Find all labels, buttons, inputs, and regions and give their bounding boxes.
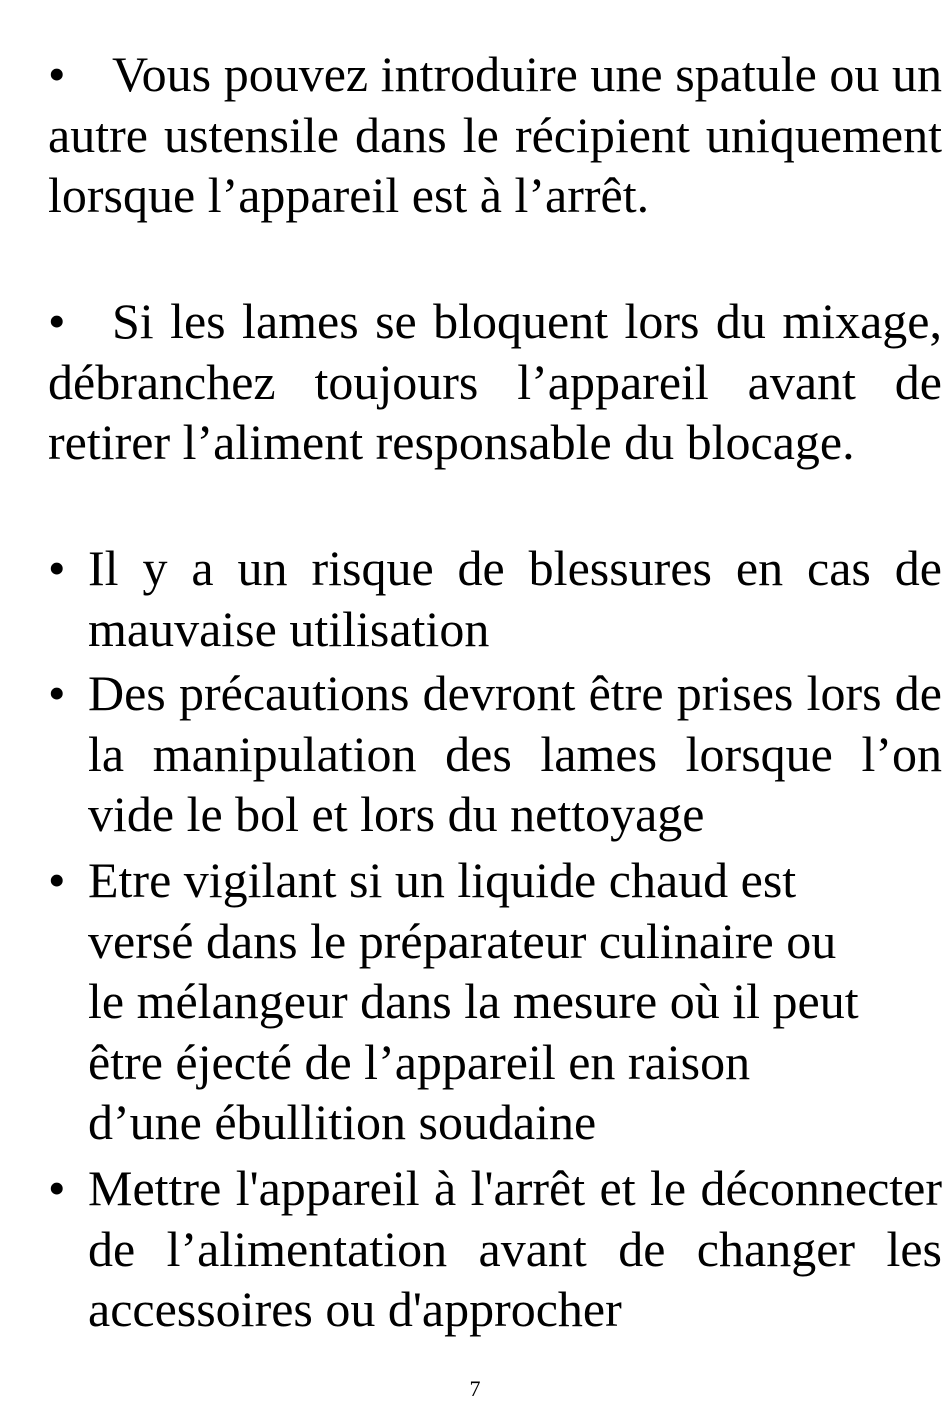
list-item bbox=[48, 538, 942, 659]
bullet-icon: • bbox=[48, 46, 66, 102]
bullet-icon: • bbox=[48, 852, 66, 908]
bullet-icon: • bbox=[48, 665, 66, 721]
list-item-line: être éjecté de l’appareil en raison bbox=[88, 1033, 751, 1090]
list-item bbox=[48, 1158, 942, 1340]
list-item bbox=[48, 850, 942, 1153]
list-item-text: Si les lames se bloquent lors du mixage, débranchez toujours l’appareil avant de retirer l’aliment responsable du blocage. bbox=[48, 293, 942, 470]
list-item-line: versé dans le préparateur culinaire ou bbox=[88, 912, 837, 969]
list-item bbox=[48, 291, 942, 473]
list-item-line: le mélangeur dans la mesure où il peut bbox=[88, 973, 859, 1029]
list-item-line: d’une ébullition soudaine bbox=[88, 1094, 597, 1150]
list-item bbox=[48, 44, 942, 226]
list-item-text: Il y a un risque de blessures en cas de mauvaise utilisation bbox=[88, 540, 942, 657]
list-item-text: Des précautions devront être prises lors de la manipulation des lames lorsque l’on vide le bol et lors du nettoyage bbox=[88, 665, 942, 842]
bullet-icon: • bbox=[48, 293, 66, 349]
page-number: 7 bbox=[469, 1376, 481, 1401]
bullet-icon: • bbox=[48, 540, 66, 596]
bullet-icon: • bbox=[48, 1160, 66, 1216]
list-item-text: Mettre l'appareil à l'arrêt et le déconnecter de l’alimentation avant de changer les accessoires ou d'approcher bbox=[88, 1160, 942, 1337]
list-item-line: Etre vigilant si un liquide chaud est bbox=[88, 852, 797, 908]
list-item bbox=[48, 663, 942, 845]
list-item-text: Vous pouvez introduire une spatule ou un autre ustensile dans le récipient uniquement lorsque l’appareil est à l’arrêt. bbox=[48, 46, 942, 223]
